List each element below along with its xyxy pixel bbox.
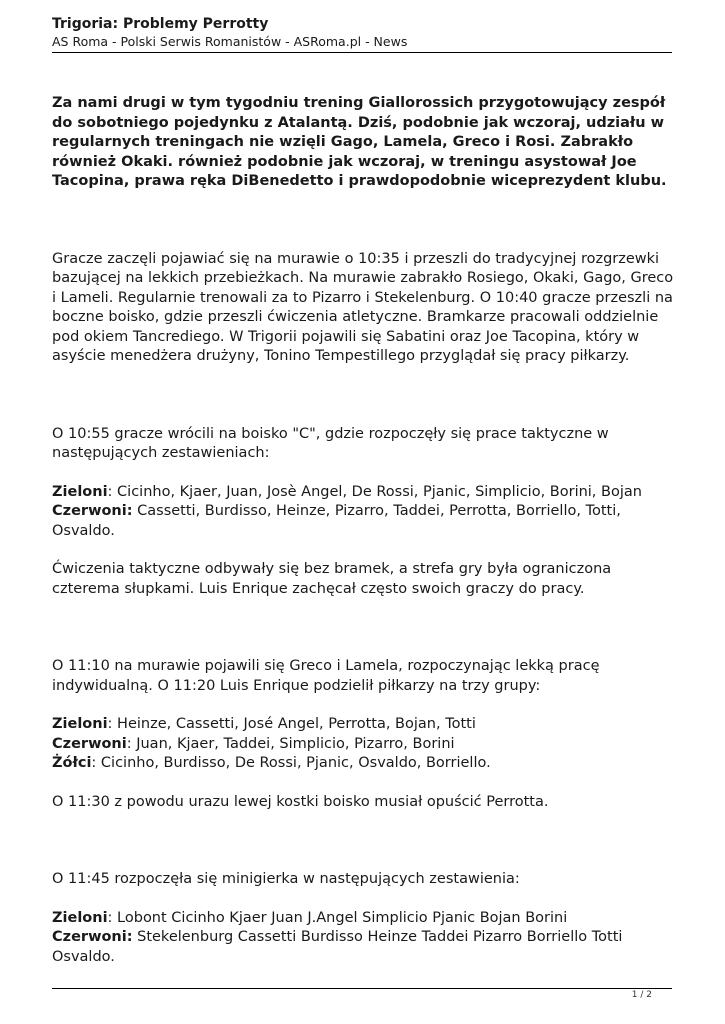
paragraph: Ćwiczenia taktyczne odbywały się bez bramek, a strefa gry była ograniczona czterema słupkami. Luis Enrique zachęcał często swoich graczy do pracy. xyxy=(52,561,612,597)
lineup-line xyxy=(52,909,677,929)
footer-divider xyxy=(52,988,672,989)
lineup-line xyxy=(52,928,677,967)
lineup-line xyxy=(52,483,677,503)
team-players: : Cicinho, Kjaer, Juan, Josè Angel, De Rossi, Pjanic, Simplicio, Borini, Bojan xyxy=(107,483,642,500)
lineup-line xyxy=(52,735,677,755)
lineup-line xyxy=(52,754,677,774)
team-label: Czerwoni xyxy=(52,735,127,752)
site-subtitle: AS Roma - Polski Serwis Romanistów - ASRoma.pl - News xyxy=(52,34,408,49)
team-players: : Heinze, Cassetti, José Angel, Perrotta, Bojan, Totti xyxy=(107,716,476,732)
team-players: Cassetti, Burdisso, Heinze, Pizarro, Taddei, Perrotta, Borriello, Totti, Osvaldo. xyxy=(52,503,621,539)
lineup-line xyxy=(52,715,677,735)
team-label: Zieloni xyxy=(52,909,108,926)
paragraph: O 11:45 rozpoczęła się minigierka w następujących zestawienia: xyxy=(52,871,520,887)
team-players: : Lobont Cicinho Kjaer Juan J.Angel Simplicio Pjanic Bojan Borini xyxy=(107,909,568,926)
header-divider xyxy=(52,52,672,53)
paragraph: O 11:30 z powodu urazu lewej kostki boisko musiał opuścić Perrotta. xyxy=(52,793,549,810)
article-body xyxy=(52,94,677,967)
lead-paragraph: Za nami drugi w tym tygodniu trening Giallorossich przygotowujący zespół do sobotniego pojedynku z Atalantą. Dziś, podobnie jak wczoraj, udziału w regularnych treningach nie wzięli Gago, Lamela, Greco i Rosi. Zabrakło również Okaki. również podobnie jak wczoraj, w treningu asystował Joe Tacopina, prawa ręka DiBenedetto i prawdopodobnie wiceprezydent klubu. xyxy=(52,95,667,189)
team-label: Zieloni xyxy=(52,483,108,500)
paragraph: O 11:10 na murawie pojawili się Greco i Lamela, rozpoczynając lekką pracę indywidualną. O 11:20 Luis Enrique podzielił piłkarzy na trzy grupy: xyxy=(52,658,600,694)
team-label: Zieloni xyxy=(52,716,108,732)
team-label: Żółci xyxy=(52,755,92,771)
paragraph: O 10:55 gracze wrócili na boisko "C", gdzie rozpoczęły się prace taktyczne w następujących zestawieniach: xyxy=(52,425,609,461)
page-number: 1 / 2 xyxy=(631,990,652,1000)
paragraph: Gracze zaczęli pojawiać się na murawie o 10:35 i przeszli do tradycyjnej rozgrzewki bazującej na lekkich przebieżkach. Na murawie zabrakło Rosiego, Okaki, Gago, Greco i Lameli. Regularnie trenowali za to Pizarro i Stekelenburg. O 10:40 gracze przeszli na boczne boisko, gdzie przeszli ćwiczenia atletyczne. Bramkarze pracowali oddzielnie pod okiem Tancrediego. W Trigorii pojawili się Sabatini oraz Joe Tacopina, który w asyście menedżera drużyny, Tonino Tempestillego przyglądał się pracy piłkarzy. xyxy=(52,250,674,364)
team-players: : Juan, Kjaer, Taddei, Simplicio, Pizarro, Borini xyxy=(126,735,455,752)
team-players: Stekelenburg Cassetti Burdisso Heinze Taddei Pizarro Borriello Totti Osvaldo. xyxy=(52,929,623,965)
article-title: Trigoria: Problemy Perrotty xyxy=(52,16,269,32)
team-label: Czerwoni: xyxy=(52,503,133,519)
page-header xyxy=(52,15,672,50)
team-players: : Cicinho, Burdisso, De Rossi, Pjanic, Osvaldo, Borriello. xyxy=(91,755,491,771)
lineup-line xyxy=(52,502,677,541)
team-label: Czerwoni: xyxy=(52,929,133,945)
